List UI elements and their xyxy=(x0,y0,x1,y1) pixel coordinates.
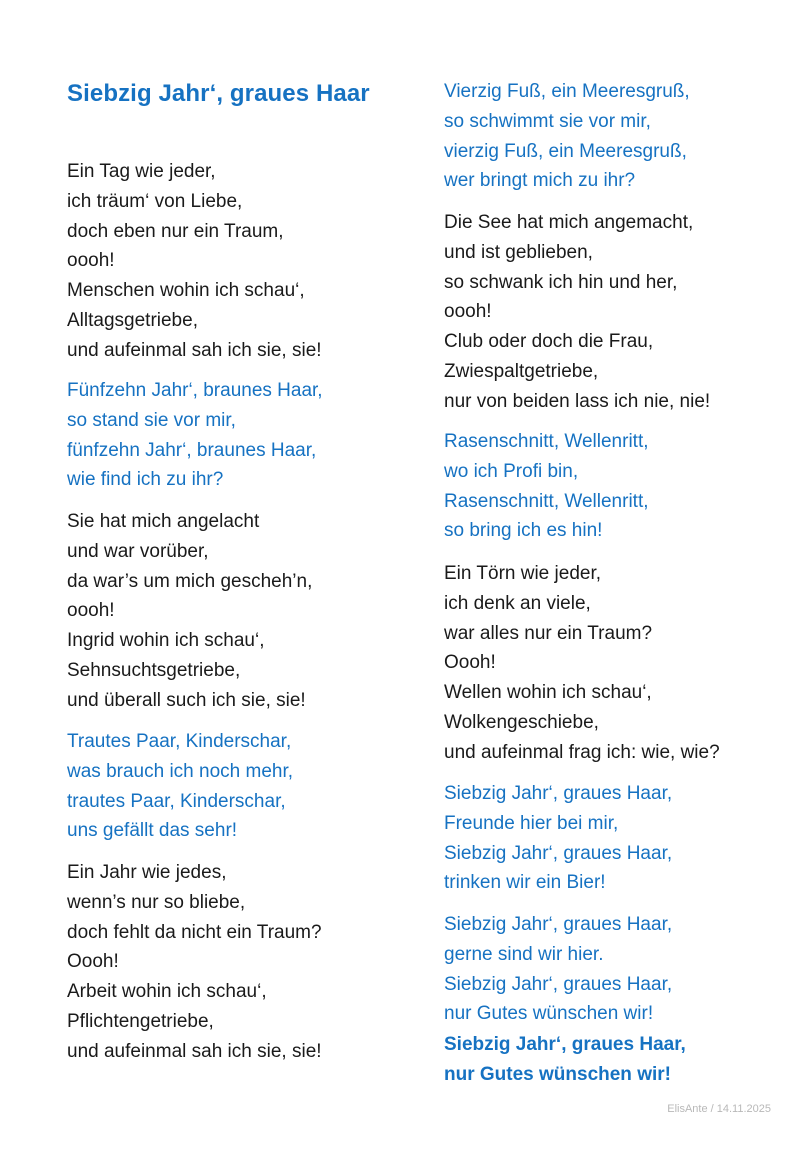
chorus-left-2 xyxy=(67,727,293,846)
lyric-line: so bring ich es hin! xyxy=(444,520,603,542)
lyric-line: Arbeit wohin ich schau‘, xyxy=(67,981,267,1003)
lyric-line: Trautes Paar, Kinderschar, xyxy=(67,731,292,752)
chorus-left-1 xyxy=(67,376,323,495)
lyric-line: nur Gutes wünschen wir! xyxy=(444,1003,654,1025)
lyric-line: da war’s um mich gescheh’n, xyxy=(67,570,313,592)
lyric-line: doch eben nur ein Traum, xyxy=(67,220,284,242)
lyric-line: Wolkengeschiebe, xyxy=(444,711,599,733)
stanza-left-2 xyxy=(67,507,312,716)
lyric-line: Siebzig Jahr‘, graues Haar, xyxy=(444,973,673,995)
lyric-line: Sie hat mich angelacht xyxy=(67,511,260,532)
lyric-line: Oooh! xyxy=(67,951,119,973)
lyric-line: und überall such ich sie, sie! xyxy=(67,689,306,711)
lyric-line: Ein Tag wie jeder, xyxy=(67,161,216,182)
lyric-line: gerne sind wir hier. xyxy=(444,943,604,965)
lyric-line: Ein Törn wie jeder, xyxy=(444,563,602,584)
lyric-line: wie find ich zu ihr? xyxy=(67,469,224,491)
lyric-line: Siebzig Jahr‘, graues Haar, xyxy=(444,1034,686,1055)
lyric-line: ich träum‘ von Liebe, xyxy=(67,190,243,212)
stanza-right-1 xyxy=(444,208,710,417)
chorus-right-2 xyxy=(444,427,649,546)
lyric-line: Pflichtengetriebe, xyxy=(67,1010,214,1032)
lyric-line: Fünfzehn Jahr‘, braunes Haar, xyxy=(67,380,323,401)
lyric-line: Siebzig Jahr‘, graues Haar, xyxy=(444,783,673,804)
stanza-left-1 xyxy=(67,157,322,366)
lyric-line: und aufeinmal sah ich sie, sie! xyxy=(67,339,322,361)
lyric-line: Oooh! xyxy=(444,652,496,674)
lyric-line: nur Gutes wünschen wir! xyxy=(444,1063,671,1085)
footer-credit: ElisAnte / 14.11.2025 xyxy=(667,1103,771,1115)
lyric-line: nur von beiden lass ich nie, nie! xyxy=(444,390,711,412)
lyric-line: Wellen wohin ich schau‘, xyxy=(444,682,652,704)
lyric-line: oooh! xyxy=(67,250,115,272)
chorus-right-4 xyxy=(444,910,672,1029)
lyric-line: trautes Paar, Kinderschar, xyxy=(67,790,286,812)
lyric-line: oooh! xyxy=(444,301,492,323)
lyric-line: so stand sie vor mir, xyxy=(67,409,236,431)
lyric-line: Club oder doch die Frau, xyxy=(444,331,654,353)
lyric-line: fünfzehn Jahr‘, braunes Haar, xyxy=(67,439,317,461)
lyric-line: trinken wir ein Bier! xyxy=(444,872,606,894)
chorus-right-3 xyxy=(444,779,672,898)
lyric-line: Sehnsuchtsgetriebe, xyxy=(67,659,241,681)
lyric-line: Menschen wohin ich schau‘, xyxy=(67,280,305,302)
lyric-line: war alles nur ein Traum? xyxy=(444,622,653,644)
lyric-line: Freunde hier bei mir, xyxy=(444,812,619,834)
lyric-line: so schwank ich hin und her, xyxy=(444,271,678,293)
stanza-left-3 xyxy=(67,858,322,1067)
lyric-line: Rasenschnitt, Wellenritt, xyxy=(444,490,649,512)
lyric-line: Ingrid wohin ich schau‘, xyxy=(67,630,265,652)
lyric-line: vierzig Fuß, ein Meeresgruß, xyxy=(444,140,687,162)
lyric-line: Vierzig Fuß, ein Meeresgruß, xyxy=(444,81,690,102)
lyric-line: wo ich Profi bin, xyxy=(444,460,579,482)
lyric-line: Ein Jahr wie jedes, xyxy=(67,862,227,883)
lyric-line: Die See hat mich angemacht, xyxy=(444,212,694,233)
lyric-line: und war vorüber, xyxy=(67,540,209,562)
song-title: Siebzig Jahr‘, graues Haar xyxy=(67,80,370,107)
lyric-line: doch fehlt da nicht ein Traum? xyxy=(67,921,322,943)
lyric-line: und aufeinmal sah ich sie, sie! xyxy=(67,1040,322,1062)
lyric-line: oooh! xyxy=(67,600,115,622)
lyric-line: Rasenschnitt, Wellenritt, xyxy=(444,431,649,452)
lyric-line: uns gefällt das sehr! xyxy=(67,820,238,842)
lyric-line: Siebzig Jahr‘, graues Haar, xyxy=(444,914,673,935)
chorus-right-1 xyxy=(444,77,690,196)
lyric-line: wenn’s nur so bliebe, xyxy=(67,891,246,913)
lyric-line: Alltagsgetriebe, xyxy=(67,309,198,331)
lyric-line: und aufeinmal frag ich: wie, wie? xyxy=(444,741,720,763)
lyric-line: und ist geblieben, xyxy=(444,241,593,263)
lyric-line: so schwimmt sie vor mir, xyxy=(444,110,651,132)
lyric-line: ich denk an viele, xyxy=(444,592,591,614)
stanza-right-2 xyxy=(444,559,720,768)
lyric-line: Zwiespaltgetriebe, xyxy=(444,360,599,382)
lyric-line: wer bringt mich zu ihr? xyxy=(444,170,636,192)
lyric-line: Siebzig Jahr‘, graues Haar, xyxy=(444,842,673,864)
final-chorus xyxy=(444,1030,686,1090)
lyric-line: was brauch ich noch mehr, xyxy=(67,760,294,782)
